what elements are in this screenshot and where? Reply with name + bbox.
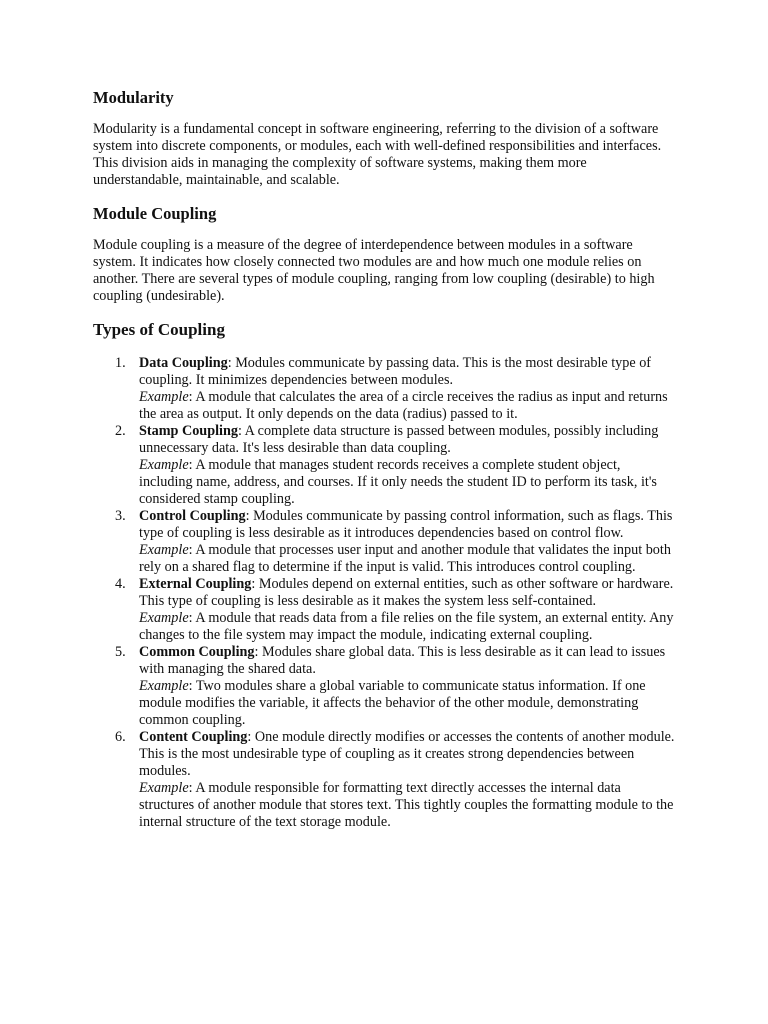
list-number: 2.	[115, 423, 126, 439]
list-number: 3.	[115, 508, 126, 524]
list-item-content-coupling	[93, 729, 676, 831]
coupling-types-list	[93, 355, 676, 831]
term-data-coupling: Data Coupling	[139, 355, 228, 371]
list-number: 4.	[115, 576, 126, 592]
heading-types-of-coupling: Types of Coupling	[93, 320, 225, 339]
example-common-coupling: : Two modules share a global variable to communicate status information. If one module modifies the variable, it affects the behavior of the other module, demonstrating common coupling.	[139, 678, 646, 728]
example-content-coupling: : A module responsible for formatting text directly accesses the internal data structures of another module that stores text. This tightly couples the formatting module to the internal structure of the text storage module.	[139, 780, 674, 830]
example-data-coupling: : A module that calculates the area of a circle receives the radius as input and returns the area as output. It only depends on the data (radius) passed to it.	[139, 389, 668, 422]
example-label: Example	[139, 542, 189, 558]
list-number: 6.	[115, 729, 126, 745]
list-number: 1.	[115, 355, 126, 371]
description-common-coupling: : Modules share global data. This is less desirable as it can lead to issues with managing the shared data.	[139, 644, 666, 677]
list-item-external-coupling	[93, 576, 676, 644]
list-item-common-coupling	[93, 644, 676, 729]
list-item-data-coupling	[93, 355, 676, 423]
list-number: 5.	[115, 644, 126, 660]
term-content-coupling: Content Coupling	[139, 729, 248, 745]
paragraph-modularity: Modularity is a fundamental concept in software engineering, referring to the division of a software system into discrete components, or modules, each with well-defined responsibilities and interfaces. This division aids in managing the complexity of software systems, making them more understandable, maintainable, and scalable.	[93, 121, 662, 188]
heading-module-coupling: Module Coupling	[93, 204, 217, 223]
example-label: Example	[139, 678, 189, 694]
description-control-coupling: : Modules communicate by passing control information, such as flags. This type of coupling is less desirable as it introduces dependencies based on control flow.	[139, 508, 673, 541]
description-content-coupling: : One module directly modifies or accesses the contents of another module. This is the most undesirable type of coupling as it creates strong dependencies between modules.	[139, 729, 675, 779]
description-external-coupling: : Modules depend on external entities, such as other software or hardware. This type of coupling is less desirable as it makes the system less self-contained.	[139, 576, 674, 609]
description-stamp-coupling: : A complete data structure is passed between modules, possibly including unnecessary data. It's less desirable than data coupling.	[139, 423, 659, 456]
example-control-coupling: : A module that processes user input and another module that validates the input both rely on a shared flag to determine if the input is valid. This introduces control coupling.	[139, 542, 671, 575]
list-item-stamp-coupling	[93, 423, 676, 508]
list-item-control-coupling	[93, 508, 676, 576]
example-label: Example	[139, 389, 189, 405]
term-external-coupling: External Coupling	[139, 576, 252, 592]
heading-modularity: Modularity	[93, 88, 174, 107]
example-label: Example	[139, 610, 189, 626]
term-stamp-coupling: Stamp Coupling	[139, 423, 238, 439]
paragraph-module-coupling: Module coupling is a measure of the degree of interdependence between modules in a software system. It indicates how closely connected two modules are and how much one module relies on another. There are several types of module coupling, ranging from low coupling (desirable) to high coupling (undesirable).	[93, 237, 655, 304]
term-common-coupling: Common Coupling	[139, 644, 255, 660]
description-data-coupling: : Modules communicate by passing data. This is the most desirable type of coupling. It minimizes dependencies between modules.	[139, 355, 652, 388]
example-external-coupling: : A module that reads data from a file relies on the file system, an external entity. Any changes to the file system may impact the module, indicating external coupling.	[139, 610, 674, 643]
example-stamp-coupling: : A module that manages student records receives a complete student object, including name, address, and courses. If it only needs the student ID to perform its task, it's considered stamp coupling.	[139, 457, 657, 507]
example-label: Example	[139, 780, 189, 796]
example-label: Example	[139, 457, 189, 473]
term-control-coupling: Control Coupling	[139, 508, 246, 524]
